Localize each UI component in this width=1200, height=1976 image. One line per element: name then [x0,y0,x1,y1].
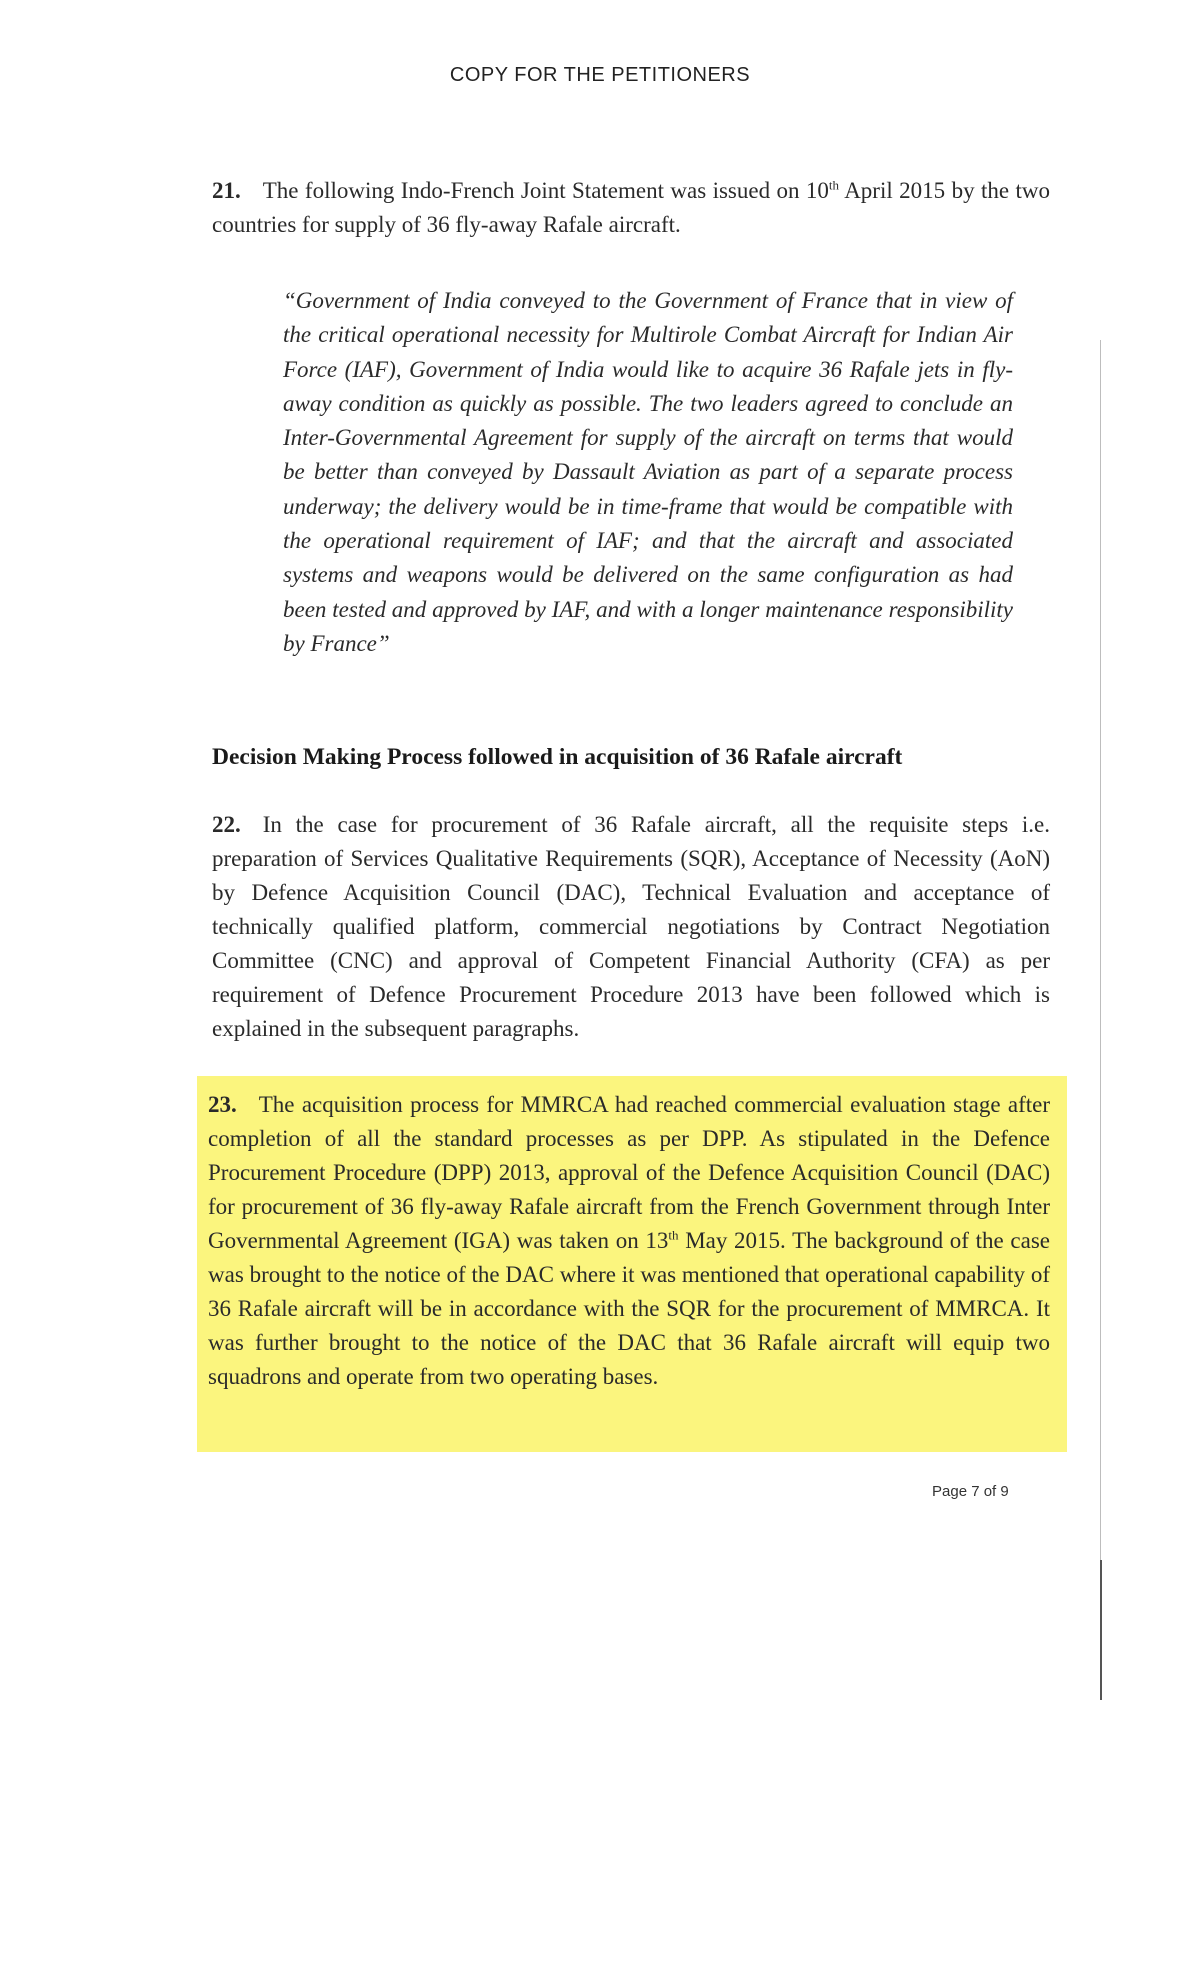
paragraph-number: 22. [212,812,241,837]
paragraph-text-continued: April 2015 by the two countries for supply of 36 fly-away Rafale aircraft. [212,178,1050,237]
joint-statement-quote: “Government of India conveyed to the Government of France that in view of the critical operational necessity for Multirole Combat Aircraft for Indian Air Force (IAF), Government of India would like to acquire 36 Rafale jets in fly-away condition as quickly as possible. The two leaders agreed to conclude an Inter-Governmental Agreement for supply of the aircraft on terms that would be better than conveyed by Dassault Aviation as part of a separate process underway; the delivery would be in time-frame that would be compatible with the operational requirement of IAF; and that the aircraft and associated systems and weapons would be delivered on the same configuration as had been tested and approved by IAF, and with a longer maintenance responsibility by France” [283,288,1013,656]
document-header: COPY FOR THE PETITIONERS [449,64,751,86]
paragraph-number: 21. [212,178,241,203]
paragraph-22 [212,808,1050,1046]
paragraph-number: 23. [208,1092,237,1117]
scan-margin-line [1100,340,1101,1700]
paragraph-text-continued: May 2015. The background of the case was brought to the notice of the DAC where it was mentioned that operational capability of 36 Rafale aircraft will be in accordance with the SQR for the procurement of MMRCA. It was further brought to the notice of the DAC that 36 Rafale aircraft will equip two squadrons and operate from two operating bases. [208,1228,1050,1389]
paragraph-text: In the case for procurement of 36 Rafale aircraft, all the requisite steps i.e. preparation of Services Qualitative Requirements (SQR), Acceptance of Necessity (AoN) by Defence Acquisition Council (DAC), Technical Evaluation and acceptance of technically qualified platform, commercial negotiations by Contract Negotiation Committee (CNC) and approval of Competent Financial Authority (CFA) as per requirement of Defence Procurement Procedure 2013 have been followed which is explained in the subsequent paragraphs. [212,812,1050,1041]
paragraph-23 [208,1088,1050,1394]
scan-margin-line-dark [1100,1560,1102,1700]
paragraph-text: The acquisition process for MMRCA had reached commercial evaluation stage after completion of all the standard processes as per DPP. As stipulated in the Defence Procurement Procedure (DPP) 2013, approval of the Defence Acquisition Council (DAC) for procurement of 36 fly-away Rafale aircraft from the French Government through Inter Governmental Agreement (IGA) was taken on 13 [208,1092,1050,1253]
paragraph-text: The following Indo-French Joint Statement was issued on 10 [262,178,829,203]
section-heading: Decision Making Process followed in acquisition of 36 Rafale aircraft [212,744,903,770]
ordinal-suffix: th [828,177,840,193]
page-number: Page 7 of 9 [932,1483,1009,1500]
paragraph-21 [212,174,1050,242]
ordinal-suffix: th [668,1227,679,1243]
